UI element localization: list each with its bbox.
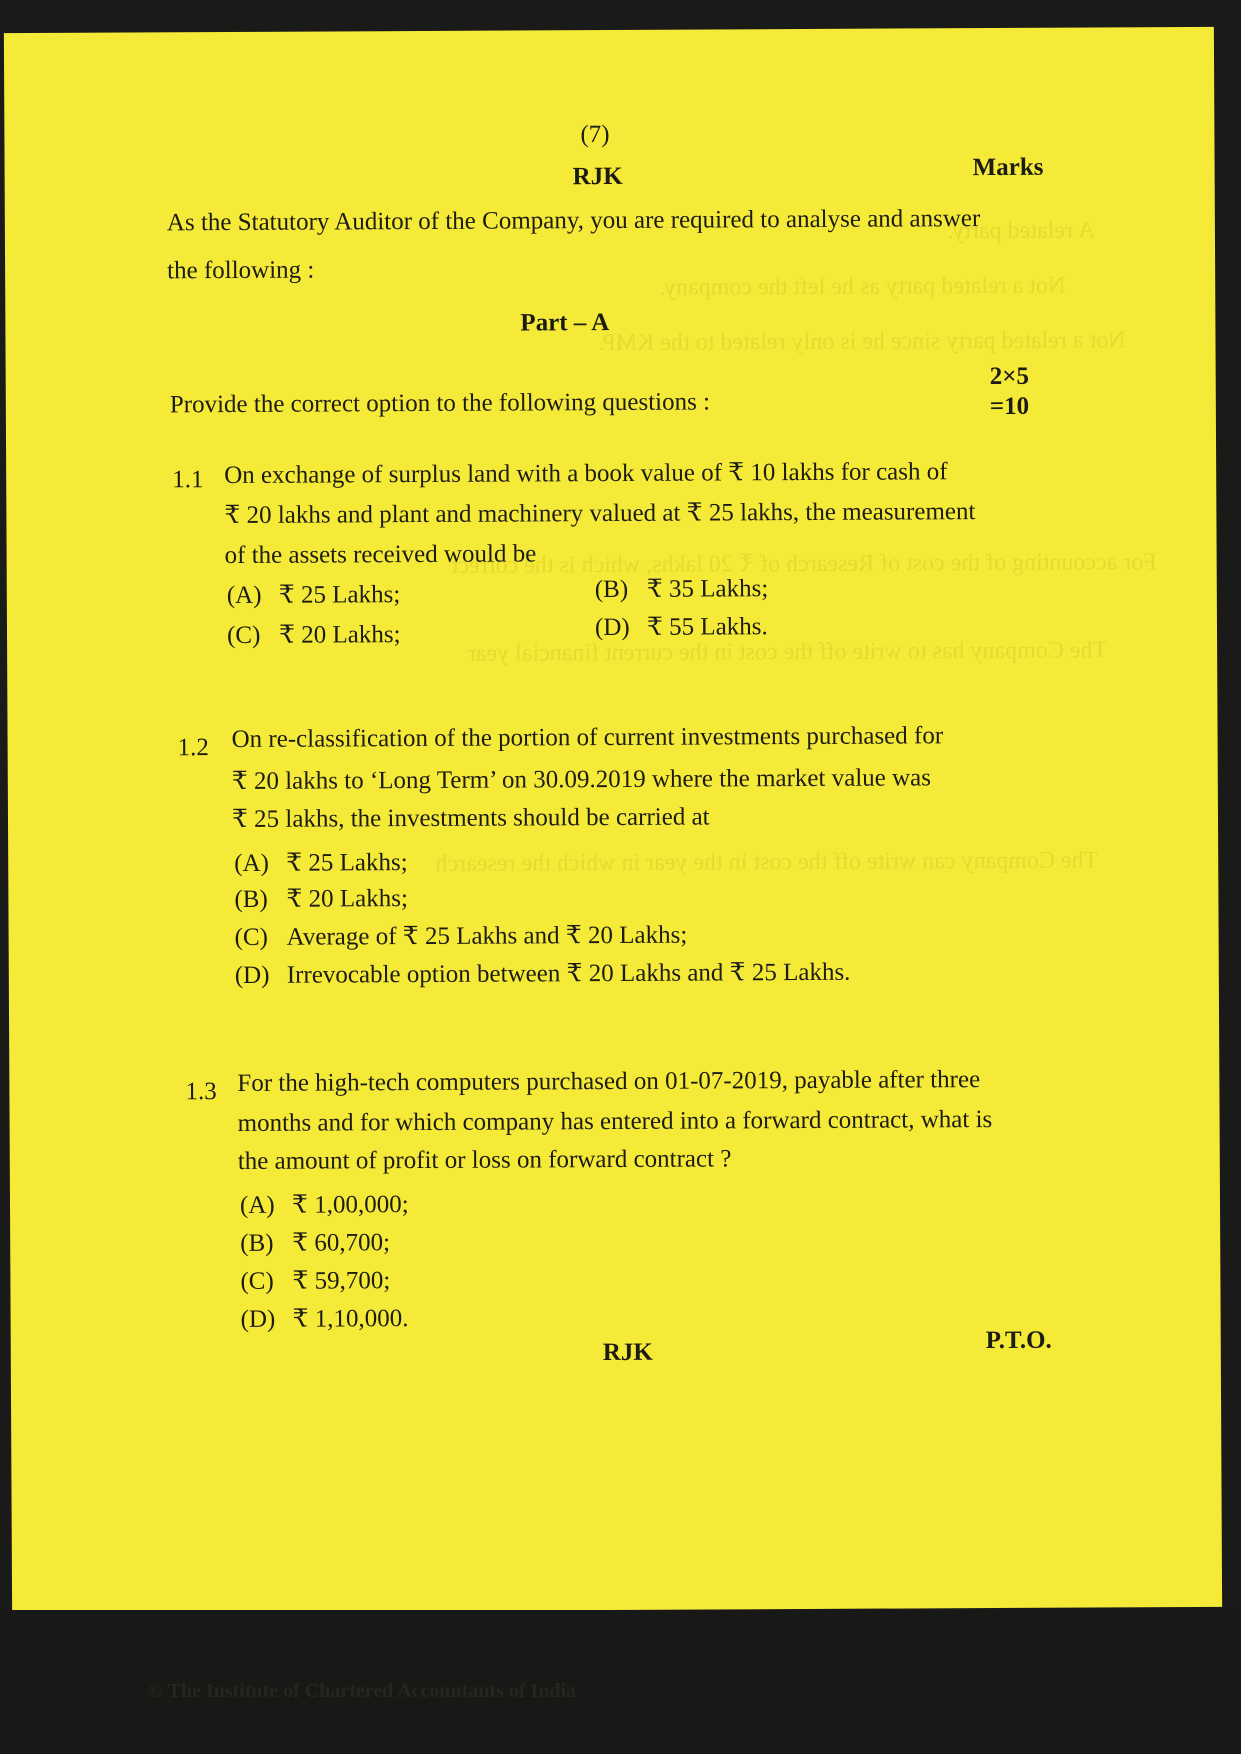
option-c [227,619,401,650]
question-line: ₹ 20 lakhs to ‘Long Term’ on 30.09.2019 where the market value was [231,764,932,795]
marks-allocation-line-2: =10 [989,392,1030,421]
option-c [235,920,688,952]
copyright-watermark: © The Institute of Chartered Accountants of India [148,1680,577,1702]
show-through-decoration: A related party. Not a related party as he left the company. Not a related party since he is only related to the KMP. For accounting of the cost of Research of ₹ 20 lakhs, which is the correct The Company has to write off the cost in the current financial year The Company can write off the cost in the year in which the research [435,217,1157,877]
option-a [234,847,408,878]
option-text: Average of ₹ 25 Lakhs and ₹ 20 Lakhs; [286,921,688,951]
option-label: (D) [594,613,630,642]
option-label: (B) [594,575,629,604]
option-c [240,1265,390,1296]
question-line: On exchange of surplus land with a book value of ₹ 10 lakhs for cash of [224,458,948,490]
paper-code-header: RJK [572,162,623,191]
option-label: (A) [226,581,262,610]
option-text: ₹ 20 Lakhs; [286,885,408,913]
question-number: 1.1 [172,466,204,494]
option-label: (D) [234,961,270,989]
option-label: (C) [234,923,269,951]
question-line: On re-classification of the portion of current investments purchased for [231,722,944,753]
option-text: ₹ 25 Lakhs; [286,849,408,877]
option-label: (B) [234,885,268,913]
page-number: (7) [580,121,610,149]
marks-column-heading: Marks [972,153,1044,182]
option-a [240,1189,409,1220]
option-text: ₹ 1,10,000. [292,1305,409,1333]
option-text: ₹ 59,700; [292,1267,391,1295]
option-b [595,573,769,604]
question-line: of the assets received would be [224,540,537,570]
question-number: 1.3 [185,1078,217,1106]
option-label: (A) [239,1191,275,1219]
intro-line-1: As the Statutory Auditor of the Company, you are required to analyse and answer [166,205,981,237]
option-text: ₹ 60,700; [292,1229,391,1257]
option-text: ₹ 55 Lakhs. [646,613,768,641]
question-number: 1.2 [177,734,209,762]
intro-line-2: the following : [167,256,315,285]
option-text: ₹ 35 Lakhs; [646,575,769,603]
question-line: ₹ 25 lakhs, the investments should be carried at [231,803,710,833]
option-label: (D) [240,1305,276,1333]
option-d [235,957,851,990]
option-text: Irrevocable option between ₹ 20 Lakhs and ₹ 25 Lakhs. [286,958,851,989]
question-line: ₹ 20 lakhs and plant and machinery valued at ₹ 25 lakhs, the measurement [224,498,976,530]
option-a [227,579,401,610]
option-text: ₹ 20 Lakhs; [278,621,401,649]
question-line: months and for which company has entered into a forward contract, what is [237,1106,993,1137]
question-line: For the high-tech computers purchased on 01-07-2019, payable after three [237,1066,981,1097]
exam-page [4,27,1222,1613]
marks-allocation-line-1: 2×5 [989,362,1030,391]
option-label: (A) [234,849,270,877]
option-d [595,611,768,642]
please-turn-over: P.T.O. [985,1326,1052,1355]
option-b [240,1227,390,1258]
option-text: ₹ 25 Lakhs; [278,581,401,609]
paper-code-footer: RJK [602,1338,653,1367]
option-text: ₹ 1,00,000; [291,1191,409,1219]
option-d [241,1303,409,1334]
option-label: (B) [240,1229,274,1257]
part-title: Part – A [520,309,610,337]
option-label: (C) [226,621,261,650]
question-line: the amount of profit or loss on forward contract ? [237,1145,732,1175]
option-b [234,883,408,914]
instruction-text: Provide the correct option to the following questions : [169,388,711,419]
option-label: (C) [240,1267,274,1295]
